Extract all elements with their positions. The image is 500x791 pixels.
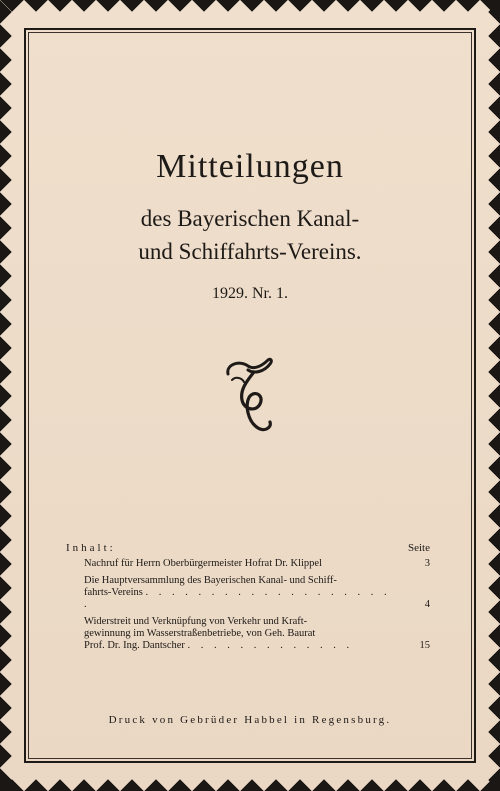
contents-heading: Inhalt: (66, 542, 116, 554)
entry-text: gewinnung im Wasserstraßenbetriebe, von Geh. Baurat (84, 628, 316, 639)
entry-text: fahrts-Vereins (84, 587, 143, 598)
monogram-ornament-icon (218, 352, 278, 436)
subtitle-line-2: und Schiffahrts-Vereins. (138, 239, 362, 264)
zigzag-border-top (0, 0, 500, 26)
leader-dots: . . . . . . . . . . . . . . . . . . . . (84, 587, 391, 610)
page-column-heading: Seite (408, 542, 430, 554)
entry-page-number: 15 (419, 640, 430, 651)
zigzag-border-right (474, 0, 500, 791)
entry-text: Nachruf für Herrn Oberbürgermeister Hofrat Dr. Klippel (84, 558, 323, 569)
entry-page-number: 4 (424, 599, 430, 610)
entry-text: Widerstreit und Verknüpfung von Verkehr und Kraft- (84, 616, 308, 627)
table-of-contents (66, 542, 430, 657)
entry-page-number: 3 (424, 558, 430, 569)
contents-entry (66, 616, 430, 652)
zigzag-border-left (0, 0, 26, 791)
leader-dots: . . . . . . . . . . . . . (187, 640, 354, 651)
contents-header (66, 542, 430, 554)
printer-imprint: Druck von Gebrüder Habbel in Regensburg. (108, 714, 392, 726)
entry-text: Prof. Dr. Ing. Dantscher (84, 640, 185, 651)
entry-text: Die Hauptversammlung des Bayerischen Kanal- und Schiff- (84, 575, 337, 586)
subtitle-line-1: des Bayerischen Kanal- (140, 206, 360, 231)
contents-entry (66, 558, 430, 570)
contents-entry (66, 575, 430, 611)
zigzag-border-bottom (0, 765, 500, 791)
document-title: Mitteilungen (156, 148, 344, 185)
issue-number: 1929. Nr. 1. (212, 285, 288, 302)
